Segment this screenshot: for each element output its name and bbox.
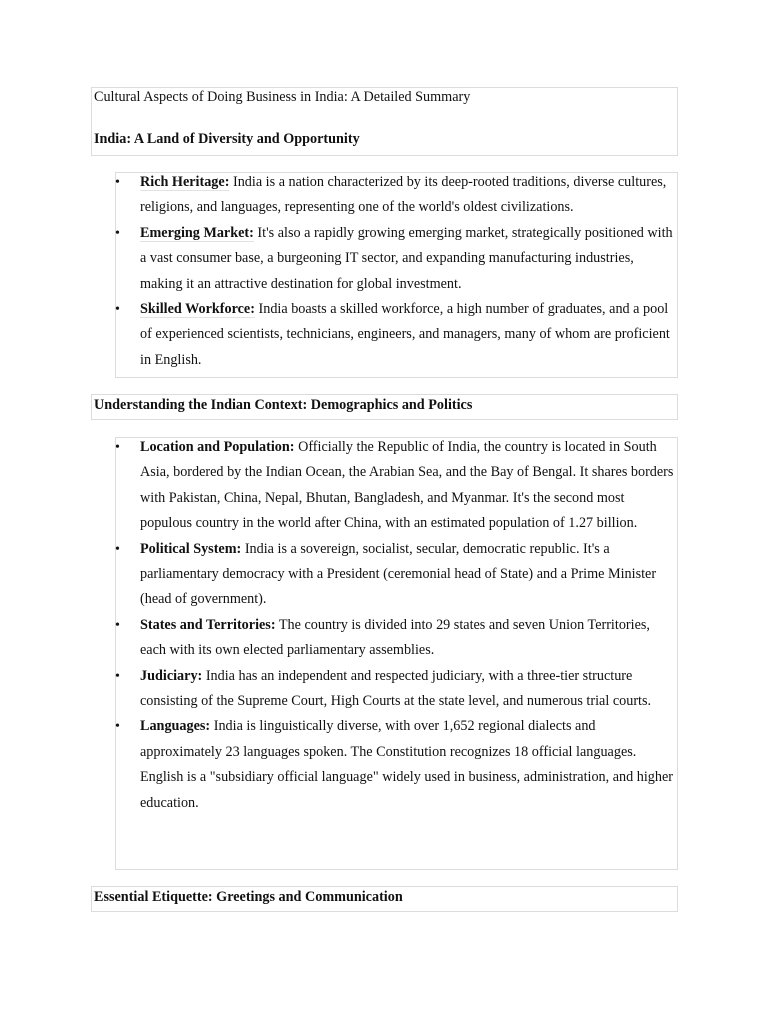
bullet-icon: • [115,175,120,190]
bullet-icon: • [115,225,120,241]
list-item [116,297,677,373]
section-heading-context: Understanding the Indian Context: Demographics and Politics [94,397,473,413]
bullet-icon: • [115,541,120,557]
item-text: Officially the Republic of India, the country is located in South Asia, bordered by the Indian Ocean, the Arabian Sea, and the Bay of Bengal. It shares borders with Pakistan, China, Nepal, Bhutan, Bangladesh, and Myanmar. It's the second most populous country in the world after China, with an estimated population of 1.27 billion. [140,439,674,532]
list-item [116,537,677,613]
item-text: India is a sovereign, socialist, secular, democratic republic. It's a parliamentary democracy with a President (ceremonial head of State) and a Prime Minister (head of government). [140,540,657,608]
bullet-icon: • [115,617,120,633]
list-item [116,613,677,664]
bullet-icon: • [115,302,120,318]
list-item [116,664,677,715]
section-heading-diversity: India: A Land of Diversity and Opportunity [94,131,360,147]
section-heading-etiquette: Essential Etiquette: Greetings and Communication [94,889,403,905]
item-term: Emerging Market: [140,224,254,241]
item-text: India is a nation characterized by its deep-rooted traditions, diverse cultures, religions, and languages, representing one of the world's oldest civilizations. [140,174,667,216]
item-text: India is linguistically diverse, with over 1,652 regional dialects and approximately 23 languages spoken. The Constitution recognizes 18 official languages. English is a "subsidiary official language" widely used in business, administration, and higher education. [140,718,674,811]
item-term: Skilled Workforce: [140,301,255,318]
list-item [116,714,677,816]
list-item [116,170,677,221]
item-term: Languages: [140,718,211,735]
item-term: Rich Heritage: [140,174,230,190]
document-title: Cultural Aspects of Doing Business in India: A Detailed Summary [94,89,471,105]
section-heading-box-context [91,394,678,420]
item-term: Location and Population: [140,439,295,455]
bullet-icon: • [115,719,120,735]
item-text: The country is divided into 29 states and seven Union Territories, each with its own elected parliamentary assemblies. [140,616,650,659]
item-term: Political System: [140,540,242,557]
title-block [91,87,678,156]
section-heading-box-etiquette [91,886,678,912]
bullet-list-context [115,437,678,870]
list-item [116,435,677,537]
item-term: Judiciary: [140,667,203,684]
bullet-list-diversity [115,172,678,378]
list-item [116,221,677,297]
item-term: States and Territories: [140,616,276,633]
item-text: India has an independent and respected judiciary, with a three-tier structure consisting of the Supreme Court, High Courts at the state level, and numerous trial courts. [140,667,652,710]
bullet-icon: • [115,440,120,455]
bullet-icon: • [115,668,120,684]
item-text: It's also a rapidly growing emerging market, strategically positioned with a vast consumer base, a burgeoning IT sector, and expanding manufacturing industries, making it an attractive destination for global investment. [140,224,673,292]
item-text: India boasts a skilled workforce, a high number of graduates, and a pool of experienced scientists, technicians, engineers, and managers, many of whom are proficient in English. [140,301,670,368]
